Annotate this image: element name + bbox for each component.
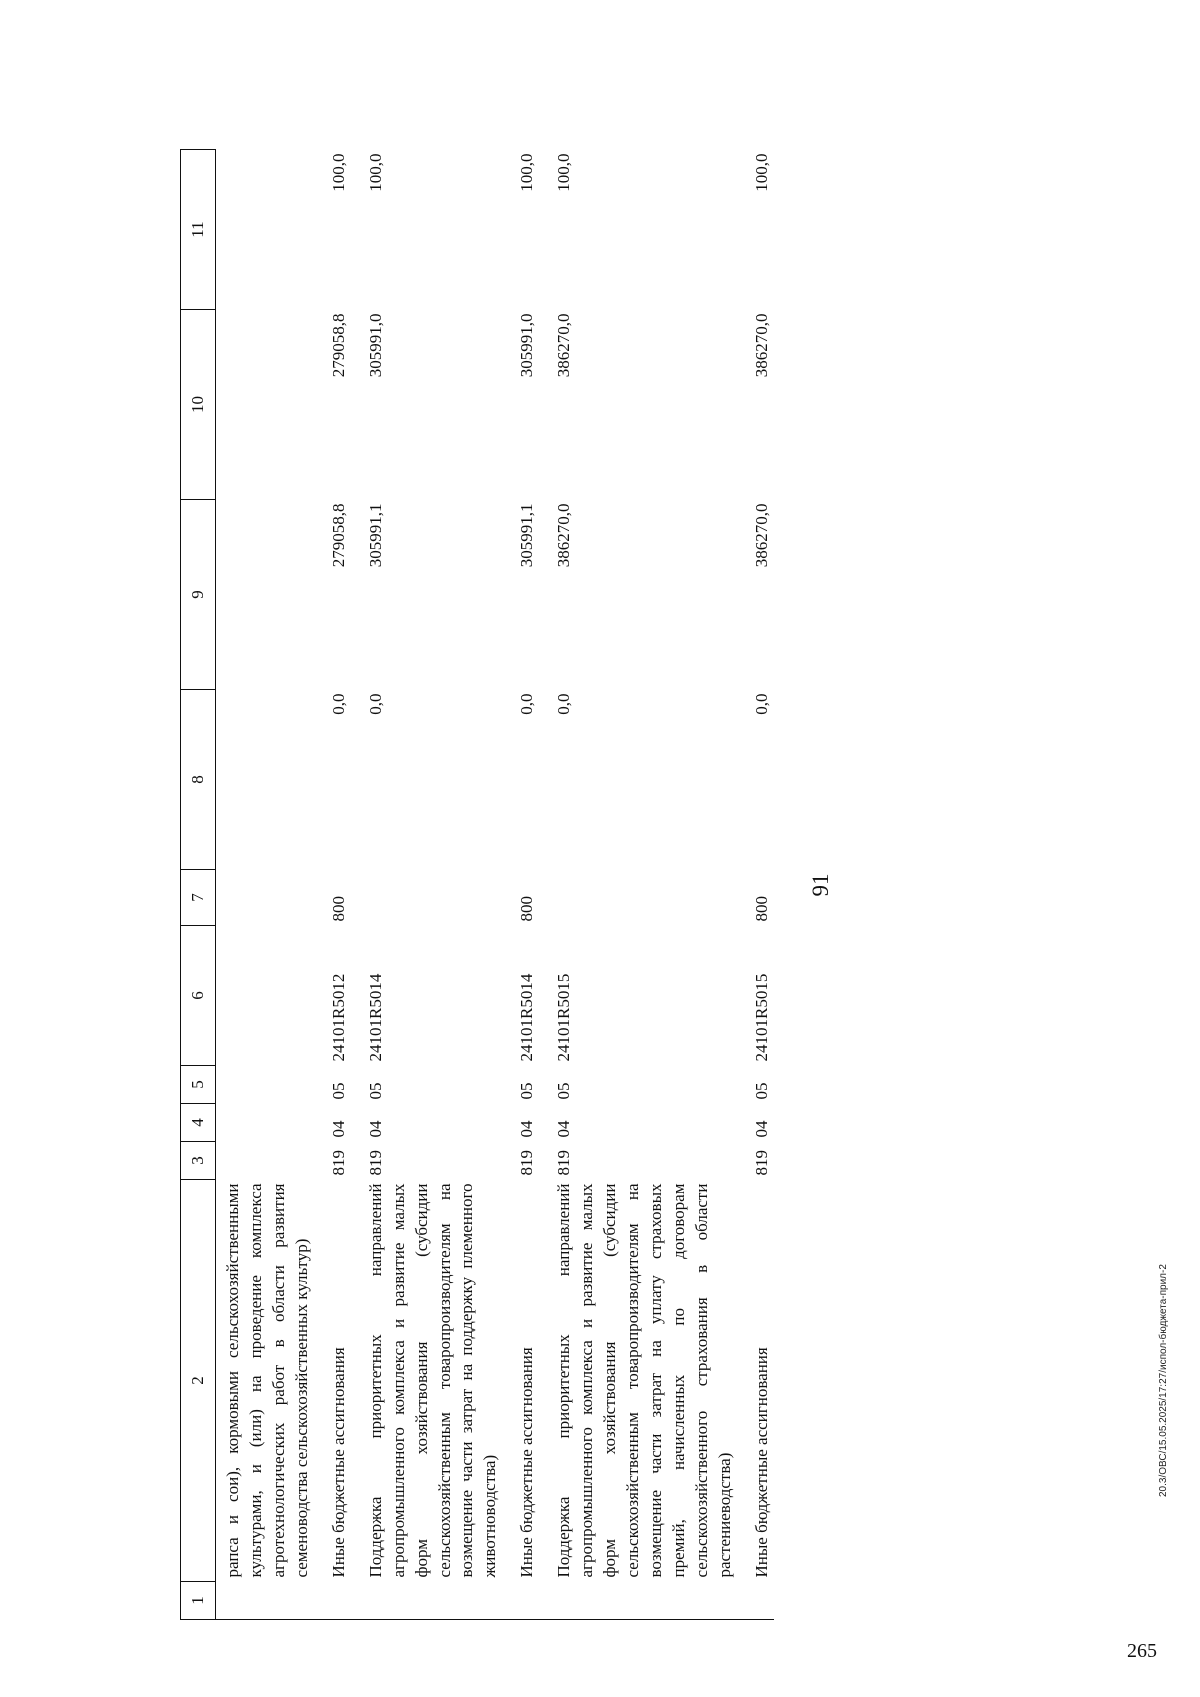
cell-target-article: 24101R5014	[365, 973, 385, 1062]
header-col-10: 10	[181, 310, 216, 500]
cell-col-8: 0,0	[554, 693, 574, 715]
cell-col-10: 386270,0	[751, 313, 771, 378]
cell-expense-type: 800	[751, 896, 771, 922]
cell-description: рапса и сои), кормовыми сельскохозяйственными культурами, и (или) на проведение комплекса агротехнологических работ в области развития семеноводства сельскохозяйственных культур)	[223, 1183, 311, 1578]
cell-target-article: 24101R5012	[328, 973, 348, 1062]
cell-subsection: 05	[554, 1082, 574, 1100]
table-row	[365, 150, 517, 1620]
cell-section: 04	[517, 1120, 537, 1138]
cell-col-1	[328, 1582, 365, 1620]
cell-ministry-code: 819	[365, 1150, 385, 1176]
cell-col-10: 305991,0	[517, 313, 537, 378]
header-col-2: 2	[181, 1180, 216, 1582]
cell-col-10: 305991,0	[365, 313, 385, 378]
table-row	[516, 150, 553, 1620]
cell-col-9: 386270,0	[751, 503, 771, 568]
header-col-8: 8	[181, 690, 216, 870]
cell-ministry-code: 819	[751, 1150, 771, 1176]
cell-target-article: 24101R5014	[517, 973, 537, 1062]
cell-col-8: 0,0	[328, 693, 348, 715]
cell-col-9: 305991,1	[517, 503, 537, 568]
cell-col-9	[216, 500, 328, 690]
cell-section: 04	[365, 1120, 385, 1138]
cell-col-1	[365, 1582, 517, 1620]
cell-subsection: 05	[751, 1082, 771, 1100]
cell-col-1	[751, 1582, 774, 1620]
table-row	[216, 150, 328, 1620]
page-number: 91	[808, 873, 833, 897]
cell-col-10: 279058,8	[328, 313, 348, 378]
budget-table	[180, 149, 774, 1620]
cell-subsection	[216, 1066, 328, 1104]
header-col-3: 3	[181, 1142, 216, 1180]
cell-subsection: 05	[517, 1082, 537, 1100]
cell-section: 04	[554, 1120, 574, 1138]
cell-description: Поддержка приоритетных направлений агропромышленного комплекса и развитие малых форм хозяйствования (субсидии сельскохозяйственным товаропроизводителям на возмещение части затрат на поддержку племенного животноводства)	[365, 1183, 500, 1578]
cell-col-8	[216, 690, 328, 870]
cell-target-article	[216, 926, 328, 1066]
cell-ministry-code	[216, 1142, 328, 1180]
cell-expense-type: 800	[517, 896, 537, 922]
document-side-code: 20.3/ОВС/15.05.2025/17:27/испол-бюджета-прил-2	[1158, 1264, 1169, 1497]
cell-target-article: 24101R5015	[751, 973, 771, 1062]
cell-col-10	[216, 310, 328, 500]
cell-col-11: 100,0	[751, 153, 771, 192]
cell-section	[216, 1104, 328, 1142]
header-col-1: 1	[181, 1582, 216, 1620]
cell-col-8: 0,0	[751, 693, 771, 715]
cell-col-11: 100,0	[517, 153, 537, 192]
cell-col-11	[216, 150, 328, 310]
rotated-table-page	[180, 150, 1040, 1620]
cell-expense-type: 800	[328, 896, 348, 922]
cell-section: 04	[328, 1120, 348, 1138]
cell-expense-type	[365, 870, 517, 926]
cell-description: Поддержка приоритетных направлений агропромышленного комплекса и развитие малых форм хозяйствования (субсидии сельскохозяйственным товаропроизводителям на возмещение части затрат на уплату страховых премий, начисленных по договорам сельскохозяйственного страхования в области растениеводства)	[554, 1183, 734, 1578]
cell-subsection: 05	[328, 1082, 348, 1100]
header-col-7: 7	[181, 870, 216, 926]
sheet-number: 265	[1127, 1640, 1157, 1662]
cell-col-1	[216, 1582, 328, 1620]
cell-col-11: 100,0	[328, 153, 348, 192]
cell-col-8: 0,0	[517, 693, 537, 715]
cell-description: Иные бюджетные ассигнования	[517, 1347, 537, 1578]
cell-col-10: 386270,0	[554, 313, 574, 378]
cell-target-article: 24101R5015	[554, 973, 574, 1062]
header-col-5: 5	[181, 1066, 216, 1104]
cell-subsection: 05	[365, 1082, 385, 1100]
cell-description: Иные бюджетные ассигнования	[751, 1347, 771, 1578]
cell-ministry-code: 819	[554, 1150, 574, 1176]
cell-col-9: 305991,1	[365, 503, 385, 568]
header-col-9: 9	[181, 500, 216, 690]
cell-section: 04	[751, 1120, 771, 1138]
table-header-row	[181, 150, 216, 1620]
cell-col-1	[516, 1582, 553, 1620]
table-row	[553, 150, 751, 1620]
header-col-4: 4	[181, 1104, 216, 1142]
header-col-11: 11	[181, 150, 216, 310]
cell-description: Иные бюджетные ассигнования	[328, 1347, 348, 1578]
cell-col-11: 100,0	[554, 153, 574, 192]
table-row	[328, 150, 365, 1620]
cell-col-9: 279058,8	[328, 503, 348, 568]
header-col-6: 6	[181, 926, 216, 1066]
cell-col-11: 100,0	[365, 153, 385, 192]
cell-col-8: 0,0	[365, 693, 385, 715]
table-row	[751, 150, 774, 1620]
cell-expense-type	[216, 870, 328, 926]
cell-ministry-code: 819	[328, 1150, 348, 1176]
cell-expense-type	[553, 870, 751, 926]
cell-ministry-code: 819	[517, 1150, 537, 1176]
cell-col-1	[553, 1582, 751, 1620]
cell-col-9: 386270,0	[554, 503, 574, 568]
